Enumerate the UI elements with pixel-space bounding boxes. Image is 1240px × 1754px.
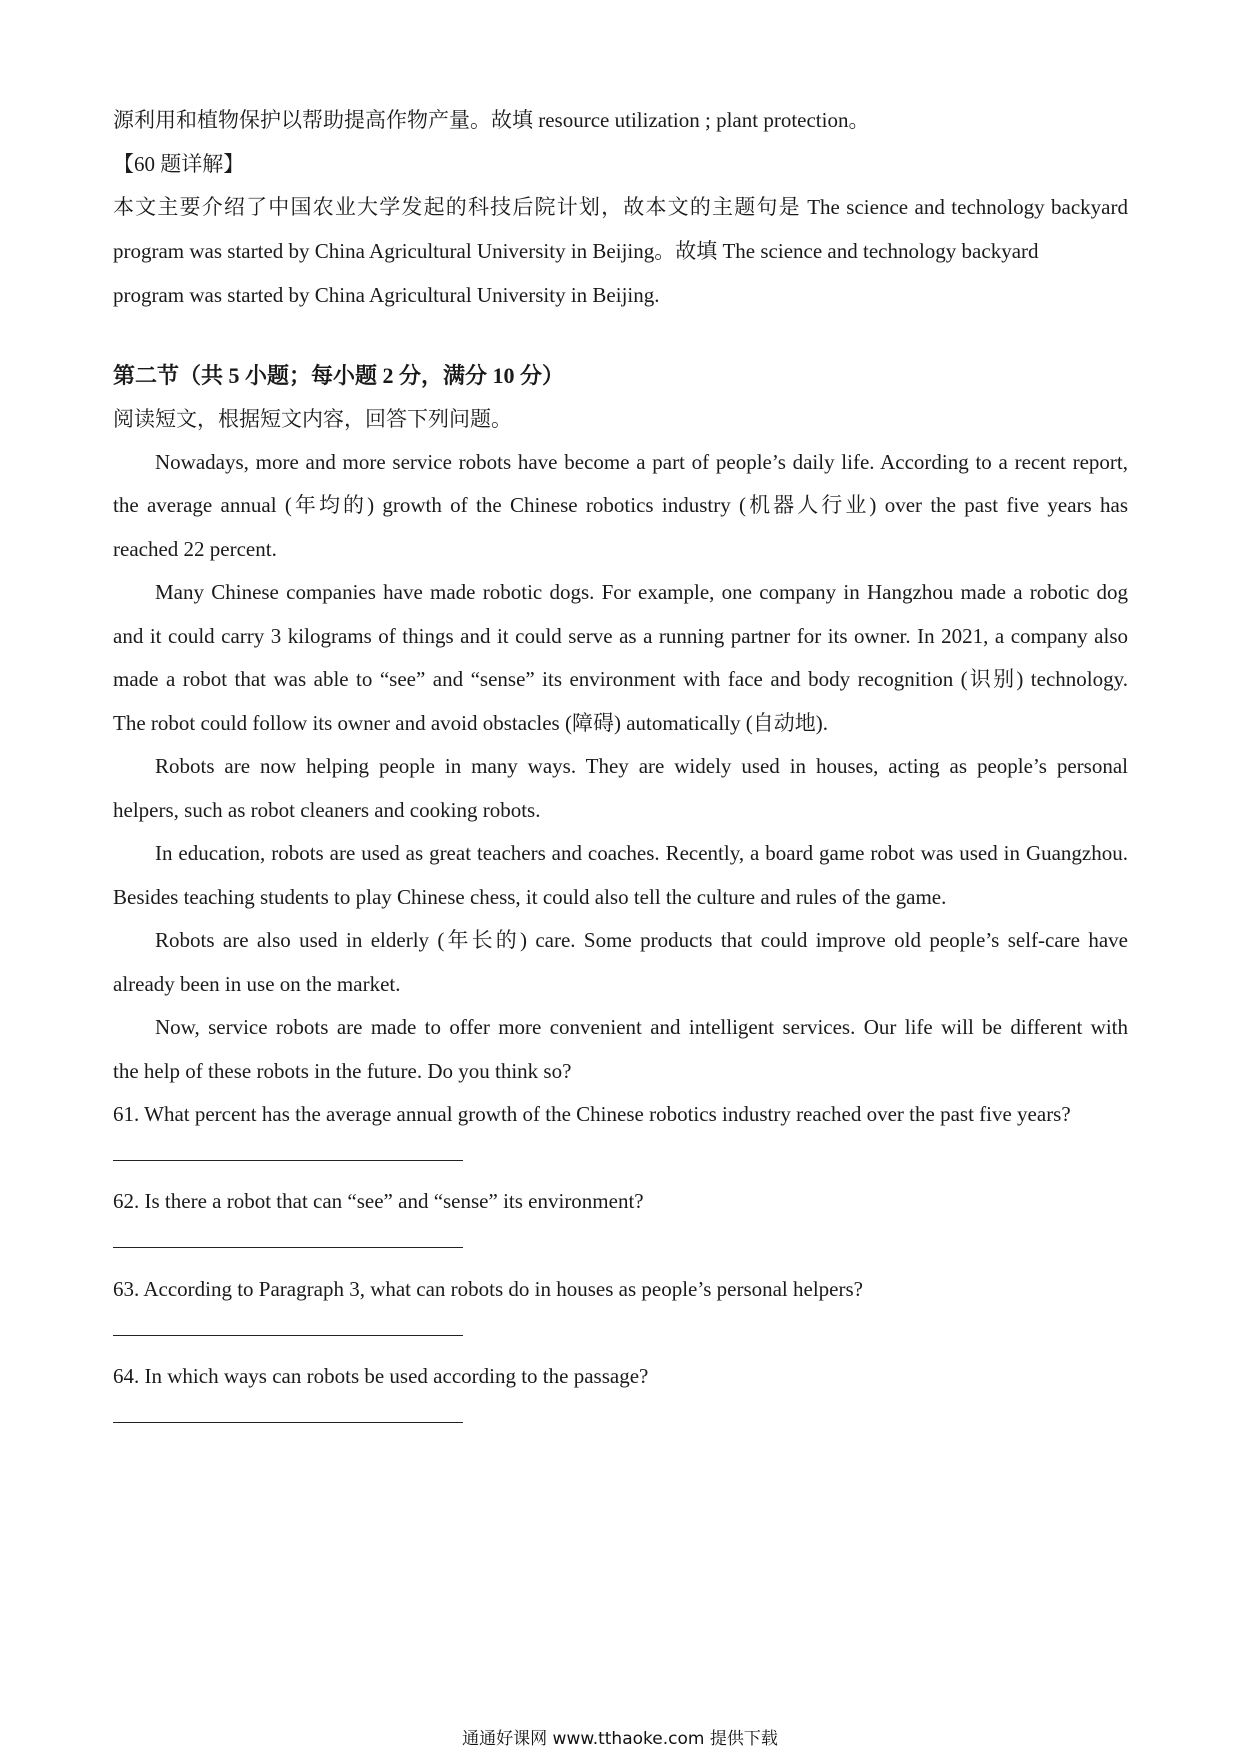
answer-line-62[interactable]: [113, 1247, 463, 1248]
question-61: 61. What percent has the average annual growth of the Chinese robotics industry reached over the past five years?: [113, 1102, 1071, 1126]
answer-line-63[interactable]: [113, 1335, 463, 1336]
passage-p2-line-3: made a robot that was able to “see” and “sense” its environment with face and body recognition (识别) technology.: [113, 667, 1128, 691]
q60-text-line-2: program was started by China Agricultural University in Beijing。故填 The science and technology backyard: [113, 239, 1039, 263]
page-footer: 通通好课网 www.tthaoke.com 提供下载: [462, 1729, 778, 1749]
passage-p5-line-2: already been in use on the market.: [113, 972, 401, 996]
passage-p2-line-4: The robot could follow its owner and avoid obstacles (障碍) automatically (自动地).: [113, 711, 828, 735]
passage-p1-line-2: the average annual (年均的) growth of the Chinese robotics industry (机器人行业) over the past five years has: [113, 493, 1128, 517]
passage-p4-line-2: Besides teaching students to play Chinese chess, it could also tell the culture and rules of the game.: [113, 885, 947, 909]
answer-line-64[interactable]: [113, 1422, 463, 1423]
question-63: 63. According to Paragraph 3, what can robots do in houses as people’s personal helpers?: [113, 1277, 863, 1301]
question-62: 62. Is there a robot that can “see” and “sense” its environment?: [113, 1189, 644, 1213]
section-title: 第二节（共 5 小题；每小题 2 分，满分 10 分）: [113, 363, 565, 388]
passage-p1-line-1: Nowadays, more and more service robots have become a part of people’s daily life. According to a recent report,: [155, 450, 1128, 474]
section-instruction: 阅读短文，根据短文内容，回答下列问题。: [113, 407, 512, 431]
passage-p3-line-1: Robots are now helping people in many ways. They are widely used in houses, acting as people’s personal: [155, 754, 1128, 778]
passage-p6-line-2: the help of these robots in the future. Do you think so?: [113, 1059, 572, 1083]
q60-text-line-1: 本文主要介绍了中国农业大学发起的科技后院计划，故本文的主题句是 The science and technology backyard: [113, 195, 1128, 219]
passage-p2-line-2: and it could carry 3 kilograms of things and it could serve as a running partner for its owner. In 2021, a company also: [113, 624, 1128, 648]
carryover-text: 源利用和植物保护以帮助提高作物产量。故填 resource utilization ; plant protection。: [113, 108, 870, 132]
passage-p5-line-1: Robots are also used in elderly (年长的) care. Some products that could improve old people’s self-care have: [155, 928, 1128, 952]
passage-p2-line-1: Many Chinese companies have made robotic dogs. For example, one company in Hangzhou made a robotic dog: [155, 580, 1128, 604]
q60-heading: 【60 题详解】: [113, 152, 245, 176]
answer-line-61[interactable]: [113, 1160, 463, 1161]
q60-text-line-3: program was started by China Agricultural University in Beijing.: [113, 283, 660, 307]
question-64: 64. In which ways can robots be used according to the passage?: [113, 1364, 649, 1388]
passage-p6-line-1: Now, service robots are made to offer more convenient and intelligent services. Our life will be different with: [155, 1015, 1128, 1039]
passage-p3-line-2: helpers, such as robot cleaners and cooking robots.: [113, 798, 541, 822]
passage-p4-line-1: In education, robots are used as great teachers and coaches. Recently, a board game robot was used in Guangzhou.: [155, 841, 1128, 865]
passage-p1-line-3: reached 22 percent.: [113, 537, 277, 561]
